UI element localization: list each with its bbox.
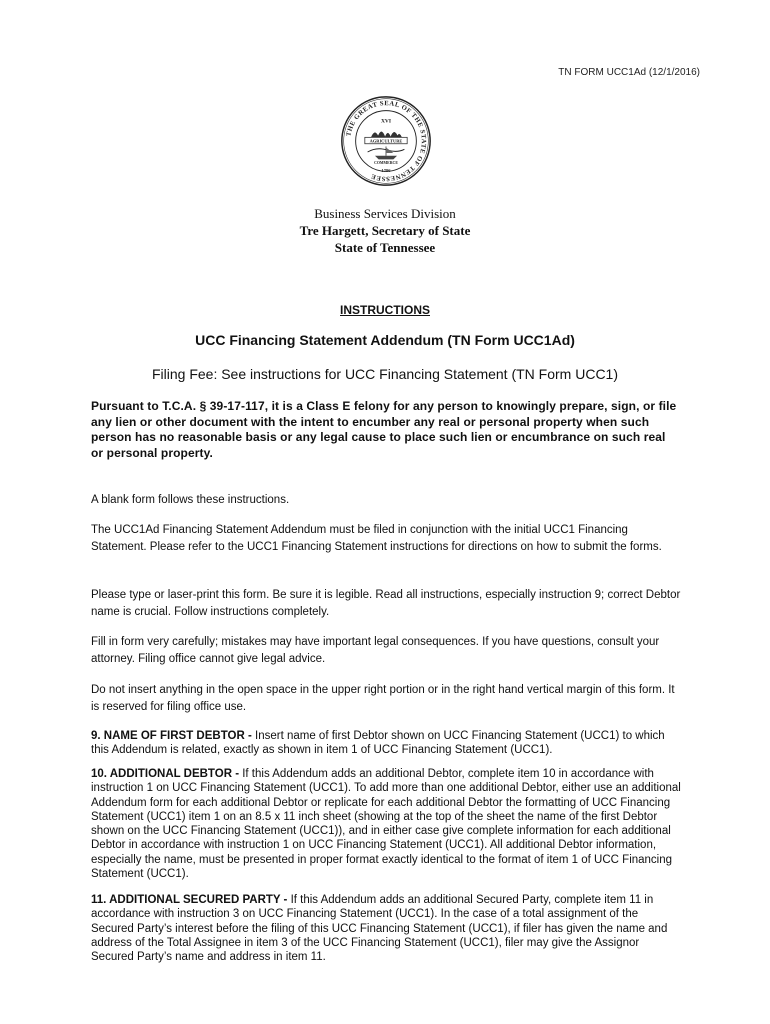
paragraph-legibility: Please type or laser-print this form. Be sure it is legible. Read all instructions, especially instruction 9; correct Debtor name is crucial. Follow instructions completely. <box>91 589 681 618</box>
item-text: Insert name of first Debtor shown on UCC Financing Statement (UCC1) to which this Addendum is related, exactly as shown in item 1 of UCC Financing Statement (UCC1). <box>91 730 665 757</box>
item-label: 10. ADDITIONAL DEBTOR - <box>91 768 243 780</box>
svg-text:COMMERCE: COMMERCE <box>374 161 398 165</box>
secretary-name: Tre Hargett, Secretary of State <box>299 223 471 238</box>
paragraph-legal-advice: Fill in form very carefully; mistakes may have important legal consequences. If you have questions, consult your attorney. Filing office cannot give legal advice. <box>91 636 660 665</box>
item-label: 11. ADDITIONAL SECURED PARTY - <box>91 894 291 906</box>
instruction-item-11 <box>91 893 683 964</box>
svg-text:AGRICULTURE: AGRICULTURE <box>369 138 403 144</box>
agency-block <box>0 205 770 256</box>
form-title: UCC Financing Statement Addendum (TN Form UCC1Ad) <box>195 332 575 348</box>
instructions-heading: INSTRUCTIONS <box>340 303 430 317</box>
form-identifier: TN FORM UCC1Ad (12/1/2016) <box>558 67 700 78</box>
tennessee-state-seal <box>340 95 432 187</box>
division-name: Business Services Division <box>314 206 456 221</box>
paragraph-blank-form: A blank form follows these instructions. <box>91 494 290 506</box>
paragraph-conjunction: The UCC1Ad Financing Statement Addendum must be filed in conjunction with the initial UCC1 Financing Statement. Please refer to the UCC1 Financing Statement instructions for directions on how to submit the forms. <box>91 524 662 553</box>
paragraph-reserved-space: Do not insert anything in the open space in the upper right portion or in the right hand vertical margin of this form. It is reserved for filing office use. <box>91 684 675 713</box>
svg-text:XVI: XVI <box>380 118 392 125</box>
instruction-item-10 <box>91 767 683 881</box>
item-text: If this Addendum adds an additional Secured Party, complete item 11 in accordance with instruction 3 on UCC Financing Statement (UCC1). In the case of a total assignment of the Secured Party’s interest before the filing of this UCC Financing Statement (UCC1), if filer has given the name and address of the Total Assignee in item 3 of the UCC Financing Statement (UCC1), filer may give the Assignor Secured Party’s name and address in item 11. <box>91 894 668 964</box>
svg-text:THE GREAT SEAL OF THE STATE OF: THE GREAT SEAL OF THE STATE OF TENNESSEE <box>345 100 427 182</box>
instruction-item-9 <box>91 729 683 758</box>
item-text: If this Addendum adds an additional Debtor, complete item 10 in accordance with instruction 1 on UCC Financing Statement (UCC1). To add more than one additional Debtor, either use an additional Addendum form for each additional Debtor or replicate for each additional Debtor the formatting of UCC Financing Statement (UCC1) item 1 on an 8.5 x 11 inch sheet (showing at the top of the sheet the name of the first Debtor shown on the UCC Financing Statement (UCC1)), and in either case give complete information for each additional Debtor in accordance with instruction 1 on UCC Financing Statement (UCC1). All additional Debtor information, especially the name, must be presented in proper format exactly identical to the format of item 1 of UCC Financing Statement (UCC1). <box>91 768 681 881</box>
svg-text:1796: 1796 <box>381 167 391 173</box>
filing-fee-note: Filing Fee: See instructions for UCC Financing Statement (TN Form UCC1) <box>151 366 619 382</box>
legal-warning: Pursuant to T.C.A. § 39-17-117, it is a Class E felony for any person to knowingly prepare, sign, or file any lien or other document with the intent to encumber any real or personal property when such person has no reasonable basis or any legal cause to place such lien or encumbrance on such real or personal property. <box>91 399 677 460</box>
state-name: State of Tennessee <box>334 240 436 255</box>
item-label: 9. NAME OF FIRST DEBTOR - <box>91 730 255 742</box>
